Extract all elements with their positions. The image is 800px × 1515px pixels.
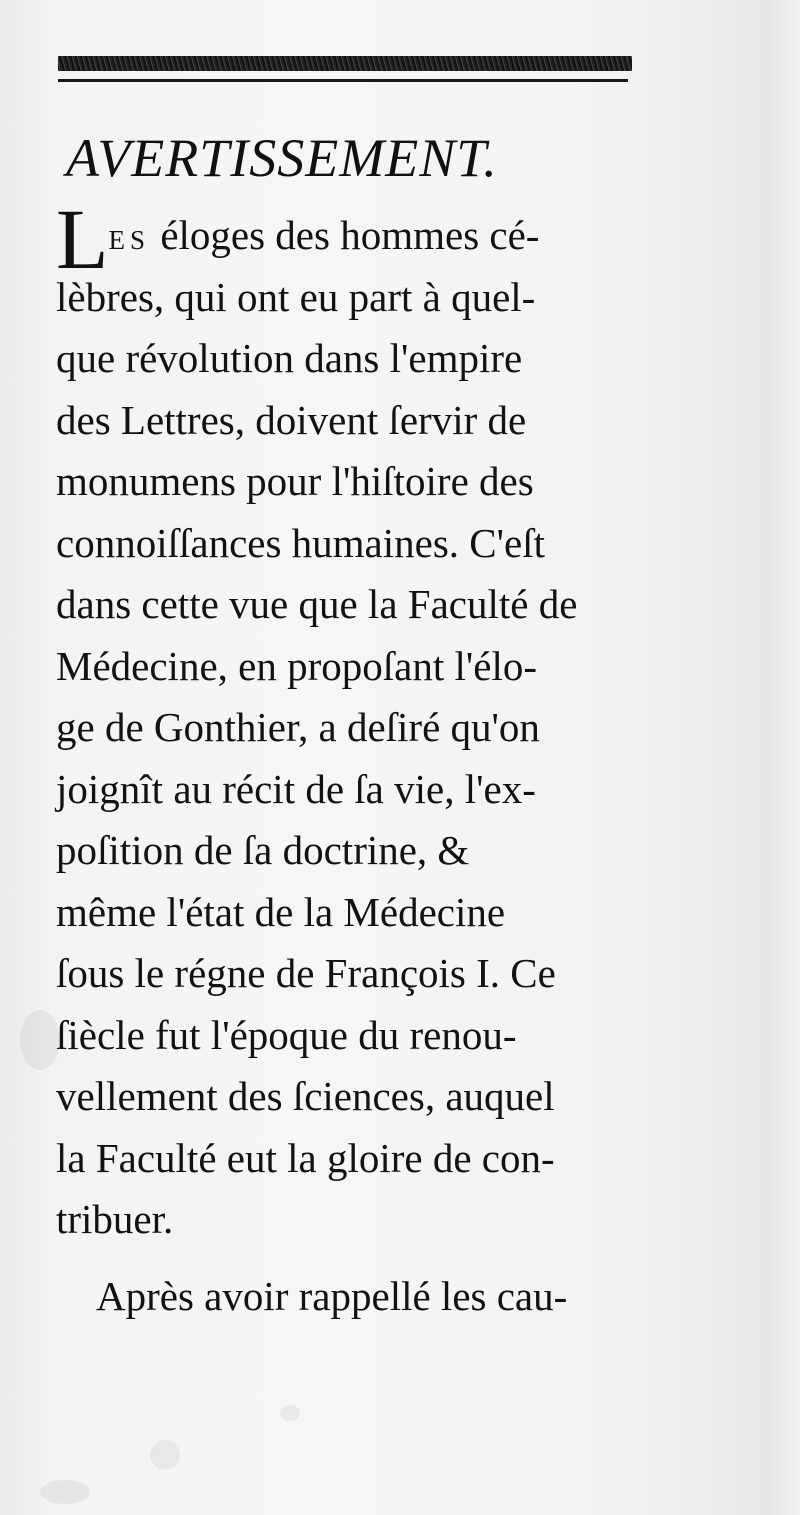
body-paragraph xyxy=(56,191,656,1251)
text-line: ſiècle fut l'époque du renou- xyxy=(56,1011,517,1058)
next-paragraph-start: Après avoir rappellé les cau- xyxy=(96,1273,568,1319)
text-line: poſition de ſa doctrine, & xyxy=(56,827,470,873)
text-line-1 xyxy=(56,191,656,287)
paper-stain xyxy=(40,1480,90,1504)
paper-stain xyxy=(150,1440,180,1470)
text-line: lèbres, qui ont eu part à quel- xyxy=(56,273,536,320)
text-line: monumens pour l'hiſtoire des xyxy=(56,458,534,504)
thin-rule xyxy=(58,79,628,82)
text-line: Médecine, en propoſant l'élo- xyxy=(56,642,537,689)
small-caps-word: ES xyxy=(108,225,151,255)
line-text: éloges des hommes cé- xyxy=(150,212,540,258)
ornamental-rule xyxy=(58,56,632,71)
text-line: joignît au récit de ſa vie, l'ex- xyxy=(56,765,536,812)
drop-cap: L xyxy=(56,191,109,287)
text-line: ge de Gonthier, a deſiré qu'on xyxy=(56,704,540,750)
text-line: dans cette vue que la Faculté de xyxy=(56,581,578,627)
text-line: que révolution dans l'empire xyxy=(56,335,523,381)
text-line: des Lettres, doivent ſervir de xyxy=(56,396,527,443)
text-line: vellement des ſciences, auquel xyxy=(56,1073,555,1119)
text-line: la Faculté eut la gloire de con- xyxy=(56,1134,555,1181)
section-heading: AVERTISSEMENT. xyxy=(66,128,498,188)
text-line: ſous le régne de François I. Ce xyxy=(56,950,556,996)
text-line: même l'état de la Médecine xyxy=(56,888,506,935)
text-line: connoiſſances humaines. C'eſt xyxy=(56,519,546,566)
paper-stain xyxy=(20,1010,60,1070)
paper-stain xyxy=(280,1405,300,1421)
text-line: tribuer. xyxy=(56,1196,174,1242)
